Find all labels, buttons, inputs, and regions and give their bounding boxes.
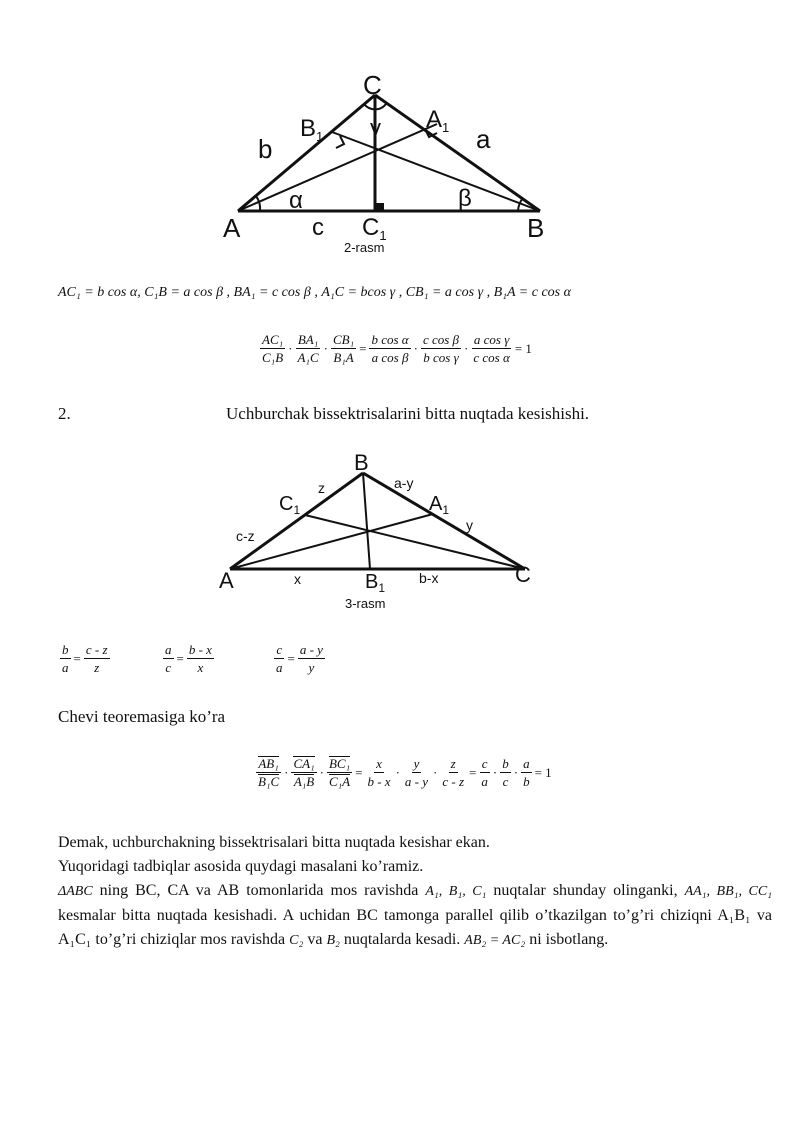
vector-fraction: $\frac{\text{AB₁}}{\text{B₁C}}$ — [258, 756, 280, 789]
formula-segments-cosines: AC₁ = b cos α, C₁B = a cos β , BA₁ = c cos β , A₁C = bcos γ , CB₁ = a cos γ , B₁A = c cos α — [58, 285, 571, 300]
label-alpha: α — [289, 187, 303, 214]
formula-ceva-product-altitudes: $\frac{\text{AC₁}}{\text{C₁B}}$ · $\frac{\text{BA₁}}{\text{A₁C}}$ · $\frac{\text{CB₁}}{\text{B₁A}}$ = $\frac{\text{b cos α}}{\text{a cos β}}$ · $\frac{\text{c cos β}}{\text{b cos γ}}$ · $\frac{\text{a cos γ}}{\text{c cos α}}$ = 1 — [262, 332, 532, 365]
section-title: Uchburchak bissektrisalarini bitta nuqtada kesishishi. — [226, 404, 590, 423]
conclusion-line-2: Yuqoridagi tadbiqlar asosida quydagi masalani ko’ramiz. — [58, 858, 424, 875]
label-a: A — [219, 568, 234, 593]
result: = 1 — [514, 340, 532, 356]
ratio-2: $\frac{a}{c}$ = $\frac{b - x}{x}$ — [165, 642, 212, 675]
problem-statement: ΔABC ning BC, CA va AB tomonlarida mos ravishda A₁, B₁, C₁ nuqtalar shunday olinganki, AA₁, BB₁, CC₁ kesmalar bitta nuqtada kesishadi. A uchidan BC tamonga parallel qilib o’tkazilgan to’g’ri chiziqni A₁B₁ va A₁C₁ to’g’ri chiziqlar mos ravishda C₂ va B₂ nuqtalarda kesadi. AB₂ = AC₂ ni isbotlang. — [58, 882, 773, 948]
side-ab — [230, 473, 363, 569]
ratio-1: $\frac{b}{a}$ = $\frac{c - z}{z}$ — [62, 642, 108, 675]
label-a1: $A_1$ — [426, 106, 450, 135]
fraction: $\frac{x}{b - x}$ — [367, 756, 391, 789]
fraction: $\frac{\text{c cos β}}{\text{b cos γ}}$ — [422, 332, 460, 365]
points-a1-b1-c1: A₁, B₁, C₁ — [425, 884, 487, 899]
label-a: A — [223, 213, 241, 243]
label-x: x — [294, 571, 301, 587]
label-a1: $A_1$ — [429, 493, 450, 517]
bisectors-triangle-diagram — [215, 448, 565, 616]
label-side-a: a — [476, 124, 491, 154]
altitudes-triangle-diagram — [220, 72, 560, 257]
figure2-caption: 3-rasm — [345, 596, 386, 611]
section-number: 2. — [58, 404, 71, 423]
segments-aa1-bb1-cc1: AA₁, BB₁, CC₁ — [684, 884, 773, 899]
fraction: $\frac{a}{b}$ — [523, 756, 530, 789]
fraction: $\frac{\text{BA₁}}{\text{A₁C}}$ — [297, 332, 319, 365]
ratio-3: $\frac{c}{a}$ = $\frac{a - y}{y}$ — [276, 642, 323, 675]
triangle-abc: ΔABC — [58, 884, 93, 899]
bisector-cc1 — [305, 515, 525, 569]
label-c: C — [515, 562, 531, 587]
formula-ceva-bisectors: $\frac{\text{AB₁}}{\text{B₁C}}$ · $\frac{\text{CA₁}}{\text{A₁B}}$ · $\frac{\text{BC₁}}{\text{C₁A}}$ = $\frac{x}{b - x}$ · $\frac{y}{a - y}$ · $\frac{z}{c - z}$ = $\frac{c}{a}$ · $\frac{b}{c}$ · $\frac{a}{b}$ = 1 — [258, 756, 552, 789]
conclusion-line-1: Demak, uchburchakning bissektrisalari bitta nuqtada kesishar ekan. — [58, 834, 490, 851]
vector-fraction: $\frac{\text{CA₁}}{\text{A₁B}}$ — [293, 756, 315, 789]
label-b1: $B_1$ — [300, 115, 324, 144]
result: = 1 — [534, 764, 552, 780]
fraction: $\frac{\text{AC₁}}{\text{C₁B}}$ — [262, 332, 284, 365]
label-b-minus-x: b-x — [419, 570, 439, 586]
altitude-bb1 — [332, 132, 540, 211]
bisector-bb1 — [363, 473, 370, 569]
label-c1: $C_1$ — [362, 214, 387, 243]
point-b2: B₂ — [326, 933, 340, 948]
label-y: y — [466, 517, 473, 533]
fraction: $\frac{\text{CB₁}}{\text{B₁A}}$ — [332, 332, 355, 365]
fraction: $\frac{y}{a - y}$ — [404, 756, 429, 789]
label-z: z — [318, 480, 325, 496]
label-beta: β — [458, 185, 472, 212]
label-gamma: γ — [370, 115, 381, 140]
right-angle-mark-b1 — [336, 136, 344, 148]
label-c: C — [363, 72, 382, 100]
fraction: $\frac{z}{c - z}$ — [442, 756, 465, 789]
label-a-minus-y: a-y — [394, 475, 414, 491]
figure-bisectors — [215, 448, 565, 616]
equality-ab2-ac2: AB₂ = AC₂ — [464, 933, 526, 948]
label-b: B — [354, 450, 369, 475]
right-angle-mark-c1 — [376, 203, 384, 210]
label-side-c: c — [312, 214, 324, 241]
label-b1: $B_1$ — [365, 571, 386, 595]
vector-fraction: $\frac{\text{BC₁}}{\text{C₁A}}$ — [328, 756, 351, 789]
fraction: $\frac{\text{a cos γ}}{\text{c cos α}}$ — [473, 332, 510, 365]
fraction: $\frac{b}{c}$ — [502, 756, 509, 789]
label-side-b: b — [258, 134, 273, 164]
label-c-minus-z: c-z — [236, 528, 255, 544]
side-bc — [363, 473, 525, 569]
label-c1: $C_1$ — [279, 493, 301, 517]
fraction: $\frac{c}{a}$ — [481, 756, 488, 789]
label-b: B — [527, 213, 545, 243]
chevi-theorem-intro: Chevi teoremasiga ko’ra — [58, 707, 226, 726]
figure-altitudes — [220, 72, 560, 257]
fraction: $\frac{\text{b cos α}}{\text{a cos β}}$ — [371, 332, 409, 365]
point-c2: C₂ — [289, 933, 304, 948]
figure1-caption: 2-rasm — [344, 240, 385, 255]
